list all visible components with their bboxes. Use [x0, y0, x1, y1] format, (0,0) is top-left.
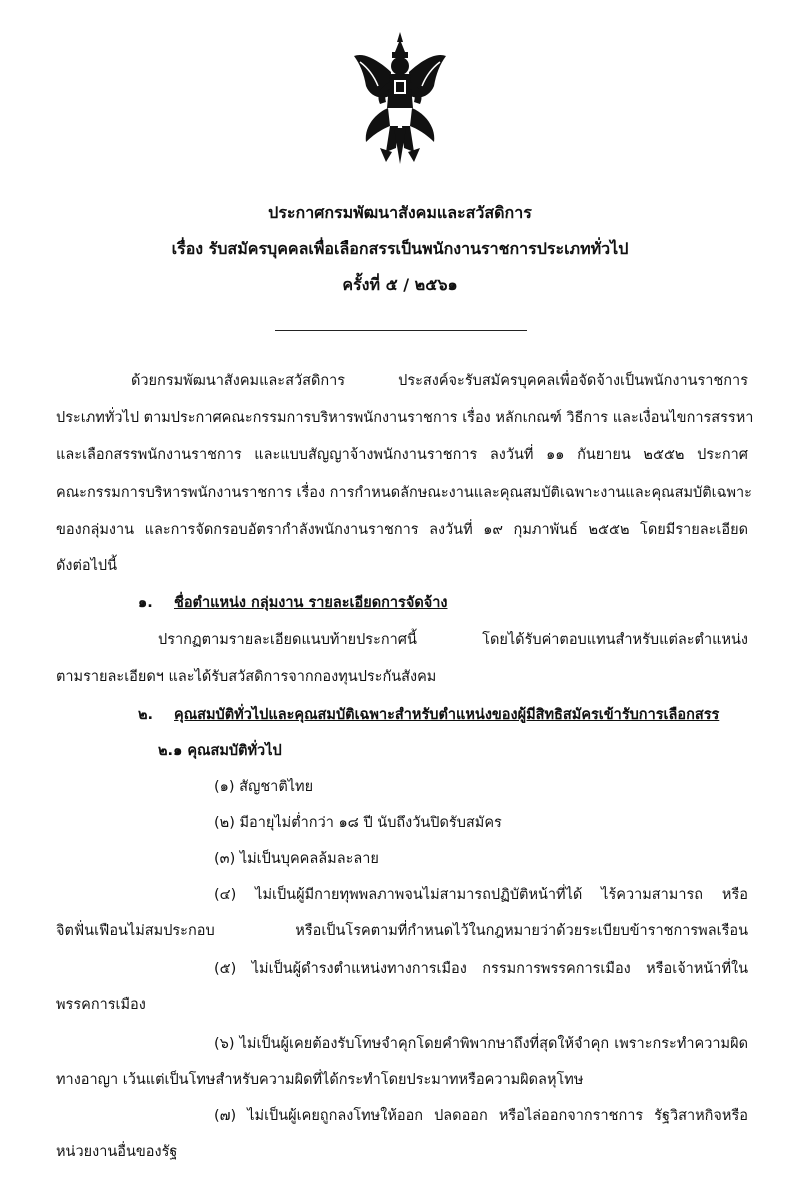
- qualification-item-5-line-2: พรรคการเมือง: [56, 997, 146, 1013]
- announcement-title: ประกาศกรมพัฒนาสังคมและสวัสดิการ: [268, 203, 532, 222]
- qualification-item-4-line-1: (๔) ไม่เป็นผู้มีกายทุพพลภาพจนไม่สามารถปฏิบัติหน้าที่ได้ ไร้ความสามารถ หรือ: [214, 887, 748, 903]
- qualification-item-2: (๒) มีอายุไม่ต่ำกว่า ๑๘ ปี นับถึงวันปิดรับสมัคร: [214, 815, 502, 831]
- garuda-emblem-icon: [350, 30, 450, 170]
- title-divider: [275, 330, 527, 331]
- section-1-heading: ชื่อตำแหน่ง กลุ่มงาน รายละเอียดการจัดจ้าง: [174, 595, 448, 611]
- section-2-1-heading: ๒.๑ คุณสมบัติทั่วไป: [158, 743, 282, 759]
- qualification-item-7-line-2: หน่วยงานอื่นของรัฐ: [56, 1144, 178, 1160]
- intro-line-2: ประเภททั่วไป ตามประกาศคณะกรรมการบริหารพนักงานราชการ เรื่อง หลักเกณฑ์ วิธีการ และเงื่อนไขการสรรหา: [56, 410, 754, 426]
- section-1-body-2: ตามรายละเอียดฯ และได้รับสวัสดิการจากกองทุนประกันสังคม: [56, 669, 437, 685]
- qualification-item-3: (๓) ไม่เป็นบุคคลล้มละลาย: [214, 851, 379, 867]
- qualification-item-1: (๑) สัญชาติไทย: [214, 779, 314, 795]
- section-2-number: ๒.: [138, 707, 154, 723]
- qualification-item-6-line-2: ทางอาญา เว้นแต่เป็นโทษสำหรับความผิดที่ได้กระทำโดยประมาทหรือความผิดลหุโทษ: [56, 1072, 584, 1088]
- intro-line-3: และเลือกสรรพนักงานราชการ และแบบสัญญาจ้างพนักงานราชการ ลงวันที่ ๑๑ กันยายน ๒๕๕๒ ประกาศ: [56, 447, 748, 463]
- qualification-item-4-line-2: จิตฟั่นเฟือนไม่สมประกอบ หรือเป็นโรคตามที่กำหนดไว้ในกฎหมายว่าด้วยระเบียบข้าราชการพลเรือน: [56, 923, 748, 939]
- intro-line-6: ดังต่อไปนี้: [56, 558, 118, 574]
- qualification-item-5-line-1: (๕) ไม่เป็นผู้ดำรงตำแหน่งทางการเมือง กรรมการพรรคการเมือง หรือเจ้าหน้าที่ใน: [214, 961, 748, 977]
- section-1-number: ๑.: [138, 595, 153, 611]
- intro-line-4: คณะกรรมการบริหารพนักงานราชการ เรื่อง การกำหนดลักษณะงานและคุณสมบัติเฉพาะงานและคุณสมบัติเฉพาะ: [56, 485, 752, 501]
- announcement-subject: เรื่อง รับสมัครบุคคลเพื่อเลือกสรรเป็นพนักงานราชการประเภททั่วไป: [171, 239, 629, 258]
- section-1-body-1: ปรากฏตามรายละเอียดแนบท้ายประกาศนี้ โดยได้รับค่าตอบแทนสำหรับแต่ละตำแหน่ง: [158, 632, 748, 648]
- qualification-item-7-line-1: (๗) ไม่เป็นผู้เคยถูกลงโทษให้ออก ปลดออก หรือไล่ออกจากราชการ รัฐวิสาหกิจหรือ: [214, 1108, 748, 1124]
- announcement-round: ครั้งที่ ๕ / ๒๕๖๑: [342, 275, 458, 294]
- intro-line-5: ของกลุ่มงาน และการจัดกรอบอัตรากำลังพนักงานราชการ ลงวันที่ ๑๙ กุมภาพันธ์ ๒๕๕๒ โดยมีรายละเอียด: [56, 522, 748, 538]
- section-2-heading: คุณสมบัติทั่วไปและคุณสมบัติเฉพาะสำหรับตำแหน่งของผู้มีสิทธิสมัครเข้ารับการเลือกสรร: [174, 707, 720, 723]
- qualification-item-6-line-1: (๖) ไม่เป็นผู้เคยต้องรับโทษจำคุกโดยคำพิพากษาถึงที่สุดให้จำคุก เพราะกระทำความผิด: [214, 1036, 748, 1052]
- intro-line-1: ด้วยกรมพัฒนาสังคมและสวัสดิการ ประสงค์จะรับสมัครบุคคลเพื่อจัดจ้างเป็นพนักงานราชการ: [131, 373, 748, 389]
